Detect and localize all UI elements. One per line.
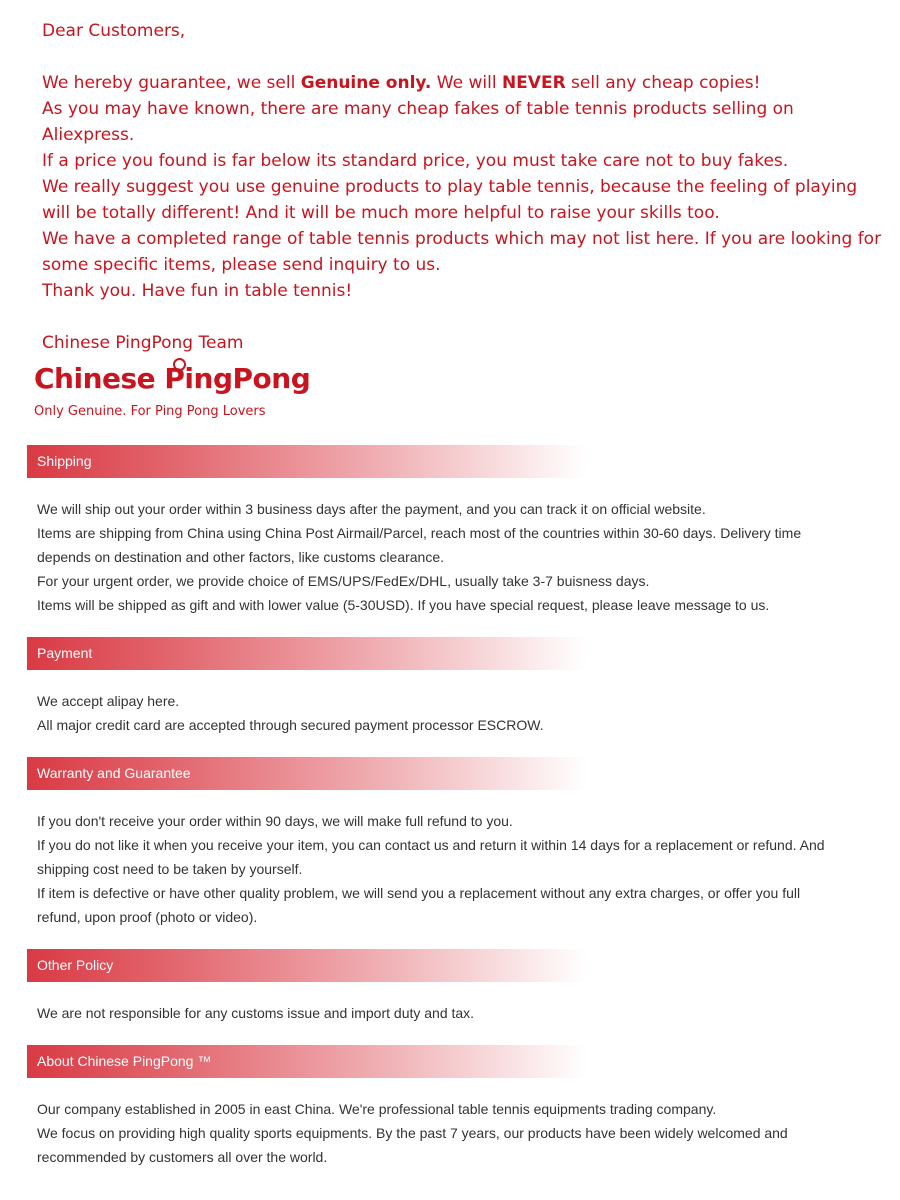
section-line: If you do not like it when you receive your item, you can contact us and return it within 14 days for a replacement or refund. And shipping cost need to be taken by yourself. — [37, 837, 825, 877]
genuine-only-emphasis: Genuine only. — [300, 73, 432, 93]
intro-line: We have a completed range of table tennis products which may not list here. If you are looking for some specific items, please send inquiry to us. — [42, 229, 882, 275]
section-body-about — [37, 1097, 837, 1169]
section-line: Our company established in 2005 in east China. We're professional table tennis equipments trading company. — [37, 1101, 717, 1117]
section-title: Other Policy — [37, 957, 114, 973]
section-title: About Chinese PingPong ™ — [37, 1053, 212, 1069]
never-emphasis: NEVER — [501, 73, 566, 93]
section-body-shipping — [37, 497, 837, 617]
section-header-other-policy — [27, 949, 587, 982]
section-header-shipping — [27, 445, 587, 478]
guarantee-line — [42, 70, 882, 96]
section-title: Payment — [37, 645, 93, 661]
section-line: We accept alipay here. — [37, 693, 180, 709]
section-header-payment — [27, 637, 587, 670]
section-header-about — [27, 1045, 587, 1078]
intro-message — [42, 18, 882, 356]
intro-line: If a price you found is far below its standard price, you must take care not to buy fakes. — [42, 151, 789, 171]
greeting: Dear Customers, — [42, 21, 186, 41]
logo-brand-name: Chinese PingPong — [34, 362, 311, 395]
section-line: Items will be shipped as gift and with lower value (5-30USD). If you have special request, please leave message to us. — [37, 597, 770, 613]
section-line: If item is defective or have other quality problem, we will send you a replacement without any extra charges, or offer you full refund, upon proof (photo or video). — [37, 885, 801, 925]
guarantee-pre: We hereby guarantee, we sell — [42, 73, 301, 93]
section-header-warranty — [27, 757, 587, 790]
section-line: We are not responsible for any customs issue and import duty and tax. — [37, 1005, 475, 1021]
logo-tagline: Only Genuine. For Ping Pong Lovers — [34, 404, 266, 419]
section-line: For your urgent order, we provide choice of EMS/UPS/FedEx/DHL, usually take 3-7 buisness days. — [37, 573, 650, 589]
section-line: Items are shipping from China using China Post Airmail/Parcel, reach most of the countries within 30-60 days. Delivery time depends on destination and other factors, like customs clearance. — [37, 525, 802, 565]
section-body-other-policy — [37, 1001, 837, 1025]
guarantee-mid: We will — [431, 73, 502, 93]
section-line: We focus on providing high quality sports equipments. By the past 7 years, our products have been widely welcomed and recommended by customers all over the world. — [37, 1125, 788, 1165]
section-body-warranty — [37, 809, 837, 929]
section-title: Warranty and Guarantee — [37, 765, 191, 781]
section-line: If you don't receive your order within 90 days, we will make full refund to you. — [37, 813, 513, 829]
section-line: We will ship out your order within 3 business days after the payment, and you can track it on official website. — [37, 501, 706, 517]
intro-line: As you may have known, there are many cheap fakes of table tennis products selling on Aliexpress. — [42, 99, 794, 145]
intro-line: We really suggest you use genuine products to play table tennis, because the feeling of playing will be totally different! And it will be much more helpful to raise your skills too. — [42, 177, 858, 223]
guarantee-post: sell any cheap copies! — [565, 73, 761, 93]
brand-logo — [34, 358, 354, 428]
intro-line: Thank you. Have fun in table tennis! — [42, 281, 353, 301]
section-line: All major credit card are accepted through secured payment processor ESCROW. — [37, 717, 544, 733]
section-title: Shipping — [37, 453, 92, 469]
signature: Chinese PingPong Team — [42, 333, 244, 353]
section-body-payment — [37, 689, 837, 737]
